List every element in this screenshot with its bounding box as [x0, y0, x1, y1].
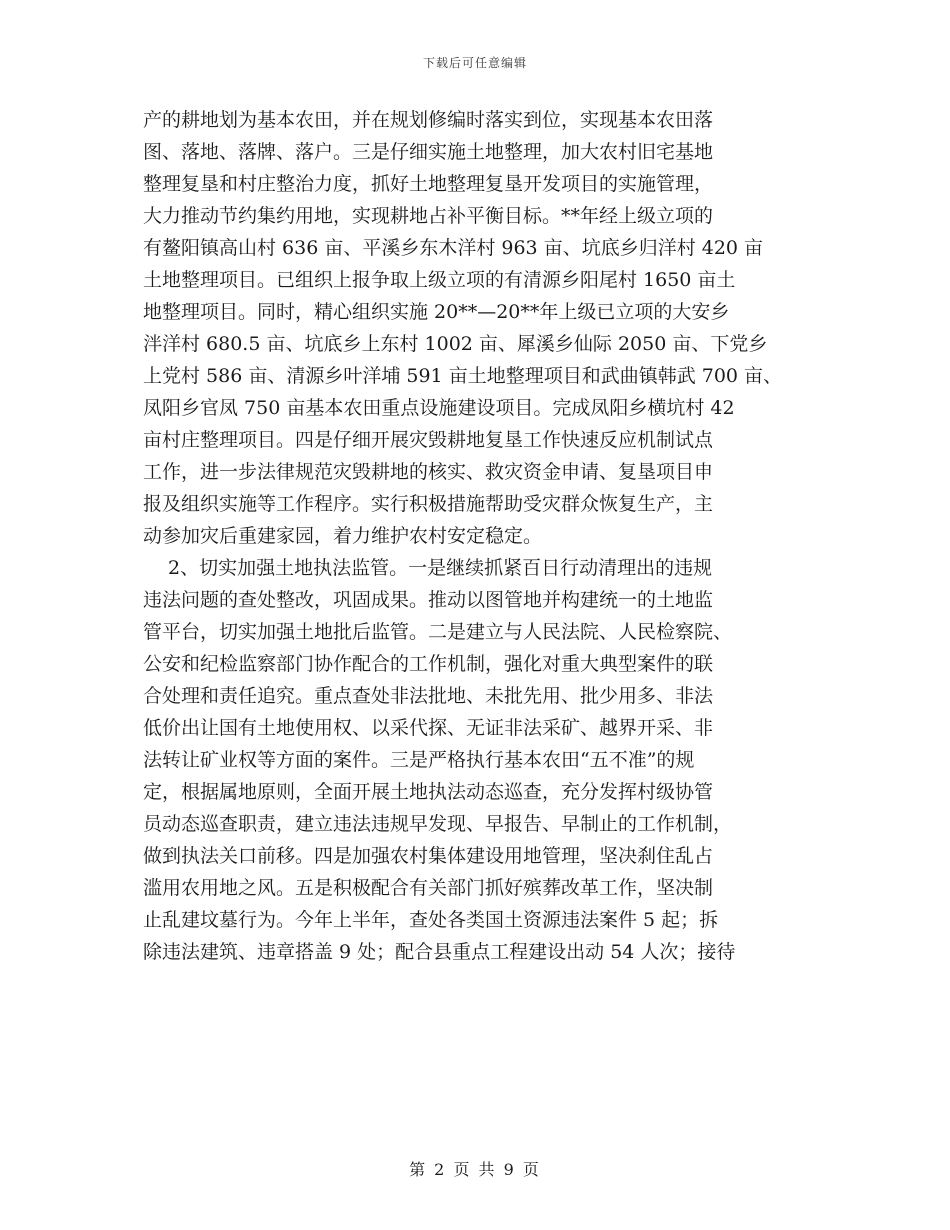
text-line: 管平台，切实加强土地批后监管。二是建立与人民法院、人民检察院、: [143, 621, 733, 643]
text-line: 报及组织实施等工作程序。实行积极措施帮助受灾群众恢复生产，主: [143, 493, 714, 515]
text-line: 有鳌阳镇高山村 636 亩、平溪乡东木洋村 963 亩、坑底乡归洋村 420 亩: [143, 237, 764, 259]
text-line: 低价出让国有土地使用权、以采代探、无证非法采矿、越界开采、非: [143, 717, 714, 739]
text-line: 做到执法关口前移。四是加强农村集体建设用地管理，坚决刹住乱占: [143, 845, 714, 867]
text-line: 土地整理项目。已组织上报争取上级立项的有清源乡阳尾村 1650 亩土: [143, 269, 736, 291]
text-line: 定，根据属地原则，全面开展土地执法动态巡查，充分发挥村级协管: [143, 781, 714, 803]
text-line: 地整理项目。同时，精心组织实施 20**—20**年上级已立项的大安乡: [143, 301, 730, 323]
text-line: 产的耕地划为基本农田，并在规划修编时落实到位，实现基本农田落: [143, 109, 714, 131]
document-body: [143, 104, 833, 968]
text-line: 大力推动节约集约用地，实现耕地占补平衡目标。**年经上级立项的: [143, 205, 714, 227]
paragraph-start-line: 2、切实加强土地执法监管。一是继续抓紧百日行动清理出的违规: [168, 557, 713, 579]
page-header: 下载后可任意编辑: [422, 56, 527, 70]
text-line: 员动态巡查职责，建立违法违规早发现、早报告、早制止的工作机制，: [143, 813, 733, 835]
text-line: 图、落地、落牌、落户。三是仔细实施土地整理，加大农村旧宅基地: [143, 141, 714, 163]
text-line: 凤阳乡官凤 750 亩基本农田重点设施建设项目。完成凤阳乡横坑村 42: [143, 397, 735, 419]
text-line: 上党村 586 亩、清源乡叶洋埔 591 亩土地整理项目和武曲镇韩武 700 亩、: [143, 365, 783, 387]
page-footer: 第 2 页 共 9 页: [409, 1160, 541, 1179]
text-line: 工作，进一步法律规范灾毁耕地的核实、救灾资金申请、复垦项目申: [143, 461, 714, 483]
text-line: 滥用农用地之风。五是积极配合有关部门抓好殡葬改革工作，坚决制: [143, 877, 714, 899]
text-line: 公安和纪检监察部门协作配合的工作机制，强化对重大典型案件的联: [143, 653, 714, 675]
text-line: 动参加灾后重建家园，着力维护农村安定稳定。: [143, 525, 543, 547]
text-line: 亩村庄整理项目。四是仔细开展灾毁耕地复垦工作快速反应机制试点: [143, 429, 714, 451]
text-line: 违法问题的查处整改，巩固成果。推动以图管地并构建统一的土地监: [143, 589, 714, 611]
text-line: 泮洋村 680.5 亩、坑底乡上东村 1002 亩、犀溪乡仙际 2050 亩、下党乡: [143, 333, 768, 355]
text-line: 止乱建坟墓行为。今年上半年，查处各类国土资源违法案件 5 起；拆: [143, 909, 719, 931]
text-line: 合处理和责任追究。重点查处非法批地、未批先用、批少用多、非法: [143, 685, 714, 707]
text-line: 法转让矿业权等方面的案件。三是严格执行基本农田“五不准”的规: [143, 749, 695, 771]
text-line: 整理复垦和村庄整治力度，抓好土地整理复垦开发项目的实施管理，: [143, 173, 714, 195]
text-line: 除违法建筑、违章搭盖 9 处；配合县重点工程建设出动 54 人次；接待: [143, 941, 736, 963]
